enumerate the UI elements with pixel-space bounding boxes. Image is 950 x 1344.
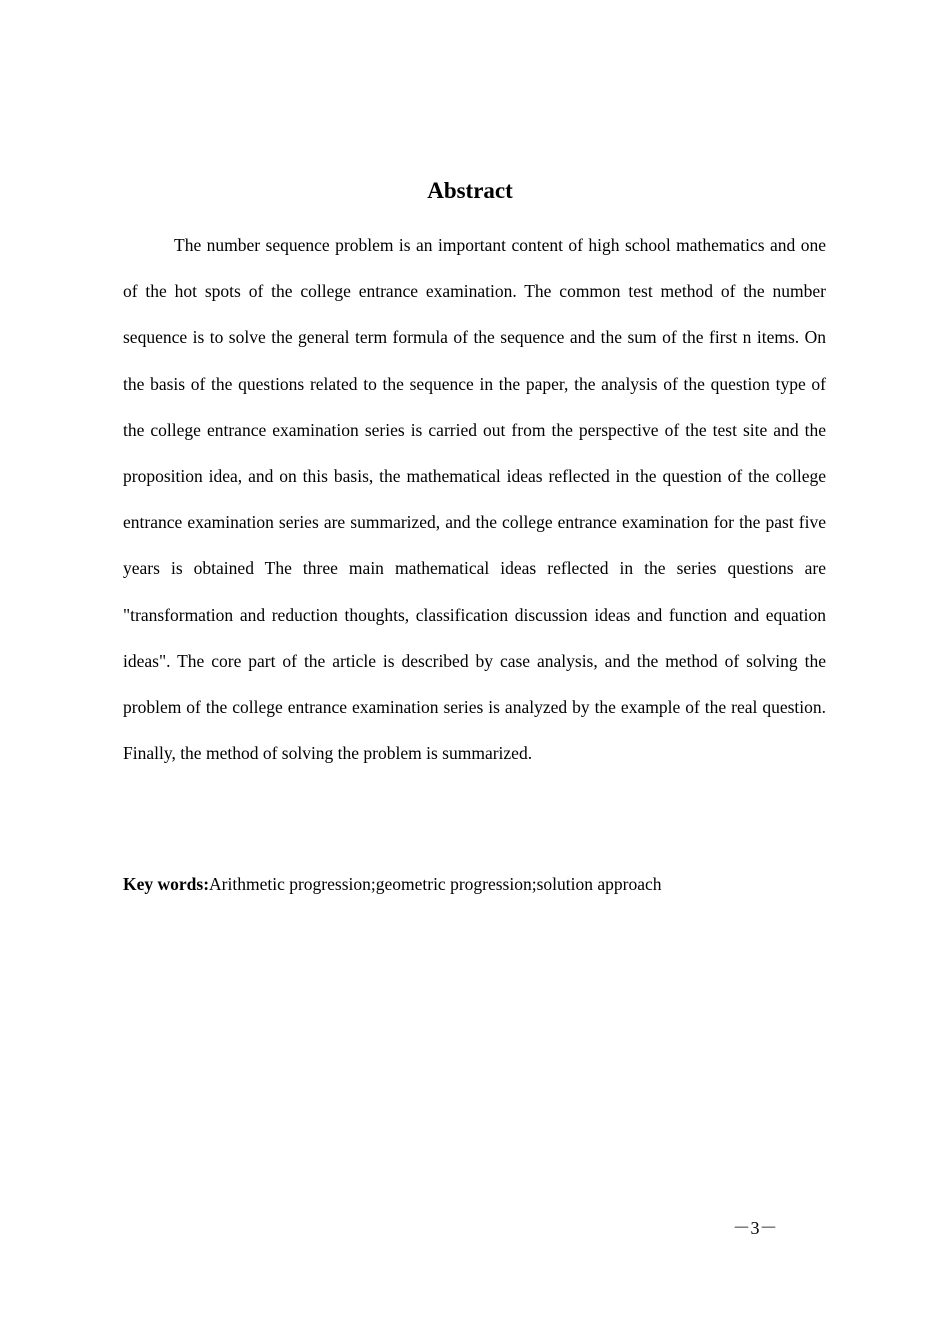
abstract-paragraph: The number sequence problem is an important content of high school mathematics and one of the hot spots of the college entrance examination. The common test method of the number sequence is to solve the general term formula of the sequence and the sum of the first n items. On the basis of the questions related to the sequence in the paper, the analysis of the question type of the college entrance examination series is carried out from the perspective of the test site and the proposition idea, and on this basis, the mathematical ideas reflected in the question of the college entrance examination series are summarized, and the college entrance examination for the past five years is obtained The three main mathematical ideas reflected in the series questions are "transformation and reduction thoughts, classification discussion ideas and function and equation ideas". The core part of the article is described by case analysis, and the method of solving the problem of the college entrance examination series is analyzed by the example of the real question. Finally, the method of solving the problem is summarized. xyxy=(123,235,826,764)
keywords-line xyxy=(123,869,826,899)
keywords-text: Arithmetic progression;geometric progression;solution approach xyxy=(209,874,662,894)
keywords-label: Key words: xyxy=(123,874,210,894)
page-number: －3－ xyxy=(732,1218,778,1238)
abstract-heading: Abstract xyxy=(427,178,513,203)
